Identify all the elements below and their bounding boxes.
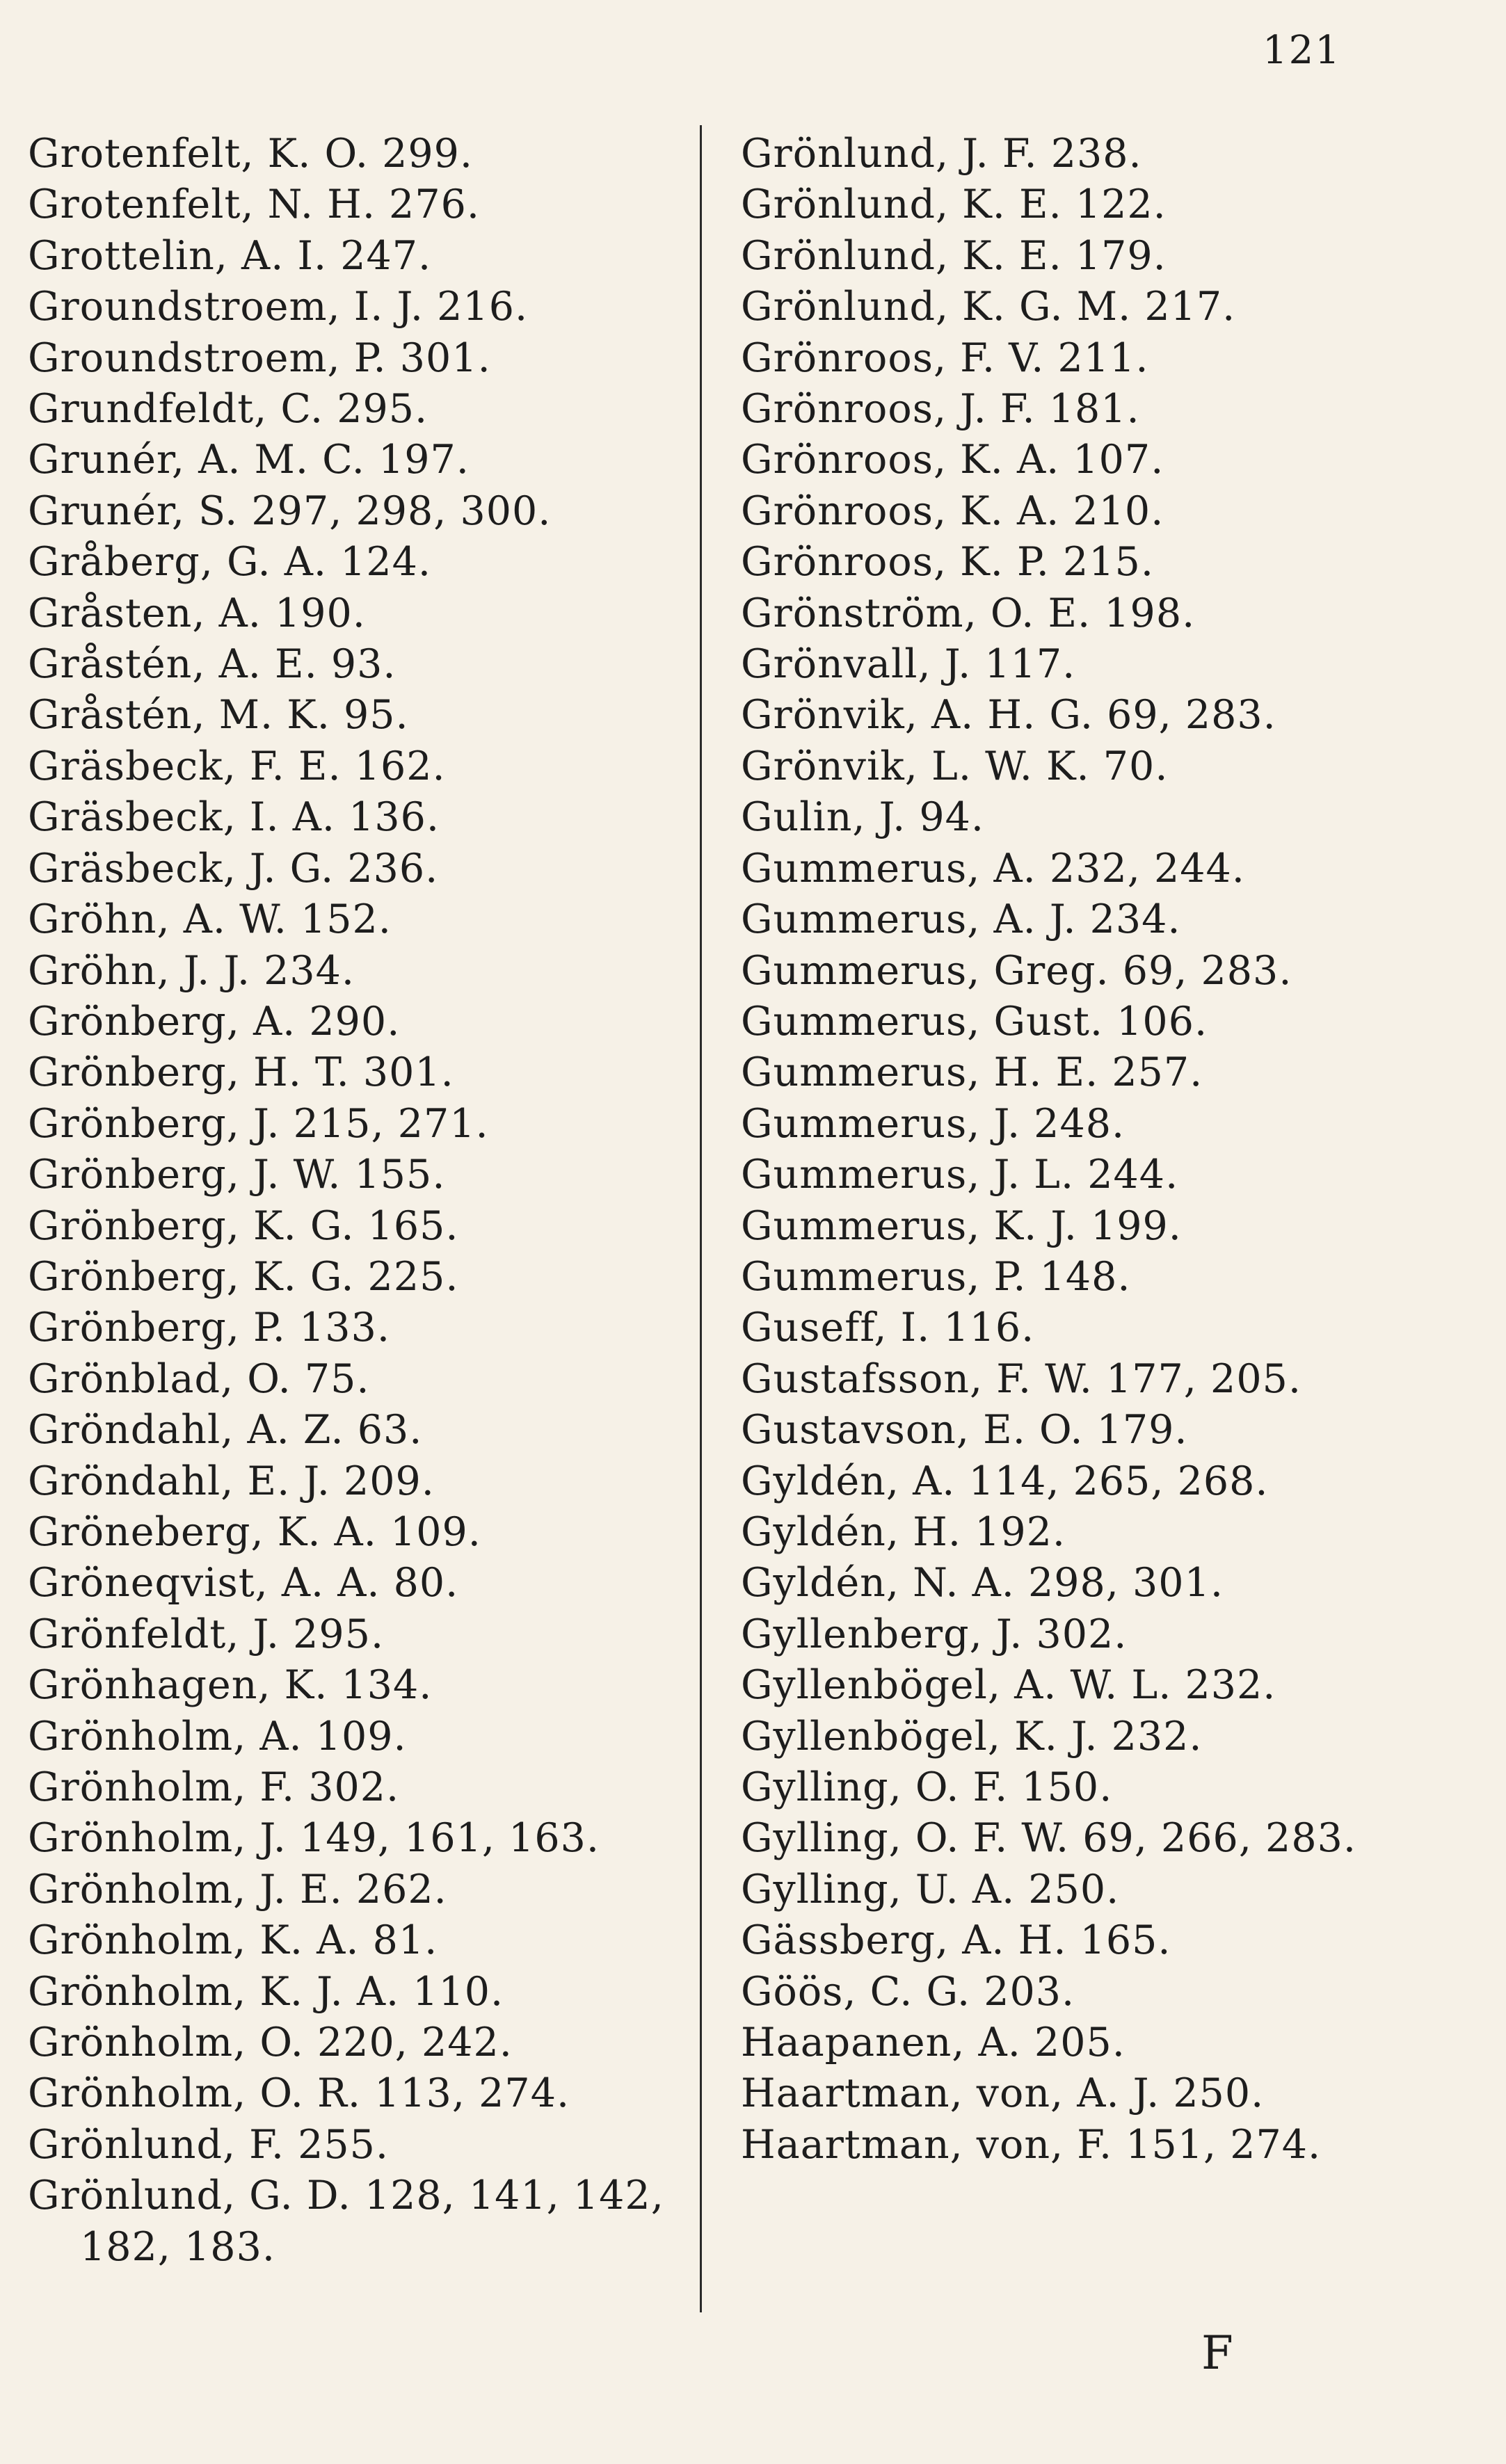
- index-entry: Gröneberg, K. A. 109.: [28, 1508, 481, 1555]
- index-entry: Grönberg, J. W. 155.: [28, 1152, 446, 1198]
- index-entry: Groundstroem, P. 301.: [28, 335, 491, 381]
- index-entry: Grönholm, K. J. A. 110.: [28, 1968, 504, 2015]
- index-entry: Grönroos, K. A. 107.: [741, 437, 1164, 483]
- index-entry: Göös, C. G. 203.: [741, 1968, 1075, 2015]
- index-entry: Grönhagen, K. 134.: [28, 1662, 433, 1709]
- index-entry: Grönholm, K. A. 81.: [28, 1917, 438, 1964]
- index-entry: Grönström, O. E. 198.: [741, 590, 1196, 636]
- index-column-right: [741, 129, 1398, 2171]
- index-entry: Grönroos, F. V. 211.: [741, 335, 1149, 381]
- index-entry: Gröhn, J. J. 234.: [28, 947, 355, 994]
- index-entry: Gråstén, A. E. 93.: [28, 641, 396, 688]
- index-entry: Grönberg, P. 133.: [28, 1305, 390, 1351]
- index-entry: Gummerus, K. J. 199.: [741, 1202, 1182, 1249]
- index-entry: Grönlund, F. 255.: [28, 2121, 390, 2168]
- page-number: 121: [1263, 28, 1341, 73]
- index-entry: Gylling, O. F. 150.: [741, 1764, 1113, 1810]
- index-entry: Grönblad, O. 75.: [28, 1355, 370, 1402]
- index-entry: Grönlund, K. E. 122.: [741, 182, 1167, 228]
- index-entry: Gråberg, G. A. 124.: [28, 539, 432, 586]
- index-entry: Gyldén, N. A. 298, 301.: [741, 1560, 1224, 1607]
- index-entry: Gummerus, Gust. 106.: [741, 998, 1208, 1045]
- index-entry: Gylling, U. A. 250.: [741, 1866, 1120, 1913]
- index-entry: Grunér, S. 297, 298, 300.: [28, 488, 552, 534]
- index-entry: Grotenfelt, K. O. 299.: [28, 131, 474, 177]
- index-entry: Gräsbeck, I. A. 136.: [28, 794, 440, 841]
- index-entry: Groundstroem, I. J. 216.: [28, 284, 529, 330]
- index-entry: Grönlund, G. D. 128, 141, 142, 182, 183.: [28, 2173, 664, 2270]
- index-entry: Grönholm, J. 149, 161, 163.: [28, 1815, 600, 1862]
- index-entry: Grönvall, J. 117.: [741, 641, 1076, 688]
- index-entry: Grundfeldt, C. 295.: [28, 386, 428, 433]
- index-entry: Gummerus, J. 248.: [741, 1100, 1126, 1147]
- index-entry: Grönberg, J. 215, 271.: [28, 1100, 489, 1147]
- index-entry: Gummerus, J. L. 244.: [741, 1152, 1179, 1198]
- index-entry: Grönlund, K. E. 179.: [741, 232, 1167, 279]
- index-entry: Grönberg, A. 290.: [28, 998, 401, 1045]
- index-entry: Grönlund, J. F. 238.: [741, 131, 1142, 177]
- column-divider: [700, 125, 702, 2312]
- index-entry: Gröhn, A. W. 152.: [28, 896, 392, 943]
- index-entry: Gummerus, Greg. 69, 283.: [741, 947, 1292, 994]
- index-entry: Gummerus, A. J. 234.: [741, 896, 1181, 943]
- index-entry: Gyllenbögel, K. J. 232.: [741, 1713, 1203, 1760]
- index-entry: Gummerus, H. E. 257.: [741, 1049, 1203, 1096]
- index-entry: Grönholm, A. 109.: [28, 1713, 407, 1760]
- index-entry: Grönberg, K. G. 165.: [28, 1202, 459, 1249]
- index-entry: Gröndahl, A. Z. 63.: [28, 1407, 423, 1454]
- index-entry: Grönholm, O. 220, 242.: [28, 2020, 513, 2066]
- index-entry: Grönroos, K. A. 210.: [741, 488, 1164, 534]
- index-entry: Haapanen, A. 205.: [741, 2020, 1126, 2066]
- index-entry: Grönroos, J. F. 181.: [741, 386, 1140, 433]
- index-entry: Grönholm, J. E. 262.: [28, 1866, 447, 1913]
- index-entry: Grotenfelt, N. H. 276.: [28, 182, 480, 228]
- index-entry: Guseff, I. 116.: [741, 1305, 1035, 1351]
- index-entry: Gustafsson, F. W. 177, 205.: [741, 1355, 1301, 1402]
- index-entry: Gyldén, A. 114, 265, 268.: [741, 1458, 1269, 1504]
- index-entry: Grönberg, H. T. 301.: [28, 1049, 454, 1096]
- index-entry: Gässberg, A. H. 165.: [741, 1917, 1171, 1964]
- index-entry: Grönroos, K. P. 215.: [741, 539, 1154, 586]
- index-entry: Gräsbeck, J. G. 236.: [28, 845, 439, 892]
- index-entry: Gustavson, E. O. 179.: [741, 1407, 1188, 1454]
- index-entry: Grönfeldt, J. 295.: [28, 1611, 385, 1657]
- index-entry: Grönlund, K. G. M. 217.: [741, 284, 1236, 330]
- signature-mark: F: [1201, 2326, 1233, 2380]
- index-entry: Haartman, von, F. 151, 274.: [741, 2121, 1322, 2168]
- index-column-left: [28, 129, 682, 2273]
- index-entry: Gyllenbögel, A. W. L. 232.: [741, 1662, 1276, 1709]
- index-entry: Gulin, J. 94.: [741, 794, 984, 841]
- index-entry: Grönholm, F. 302.: [28, 1764, 400, 1810]
- index-entry: Grottelin, A. I. 247.: [28, 232, 432, 279]
- index-entry: Grönvik, A. H. G. 69, 283.: [741, 692, 1276, 739]
- index-entry: Gröndahl, E. J. 209.: [28, 1458, 435, 1504]
- index-entry: Gummerus, A. 232, 244.: [741, 845, 1245, 892]
- index-entry: Grönvik, L. W. K. 70.: [741, 743, 1169, 789]
- index-entry: Grönholm, O. R. 113, 274.: [28, 2070, 570, 2117]
- index-entry: Grönberg, K. G. 225.: [28, 1253, 459, 1300]
- index-entry: Grunér, A. M. C. 197.: [28, 437, 470, 483]
- index-entry: Gummerus, P. 148.: [741, 1253, 1131, 1300]
- index-entry: Gyllenberg, J. 302.: [741, 1611, 1128, 1657]
- index-entry: Gråsten, A. 190.: [28, 590, 366, 636]
- index-entry: Gröneqvist, A. A. 80.: [28, 1560, 459, 1607]
- index-entry: Gyldén, H. 192.: [741, 1508, 1066, 1555]
- index-entry: Haartman, von, A. J. 250.: [741, 2070, 1265, 2117]
- index-entry: Gråstén, M. K. 95.: [28, 692, 409, 739]
- index-entry: Gylling, O. F. W. 69, 266, 283.: [741, 1815, 1356, 1862]
- index-entry: Gräsbeck, F. E. 162.: [28, 743, 446, 789]
